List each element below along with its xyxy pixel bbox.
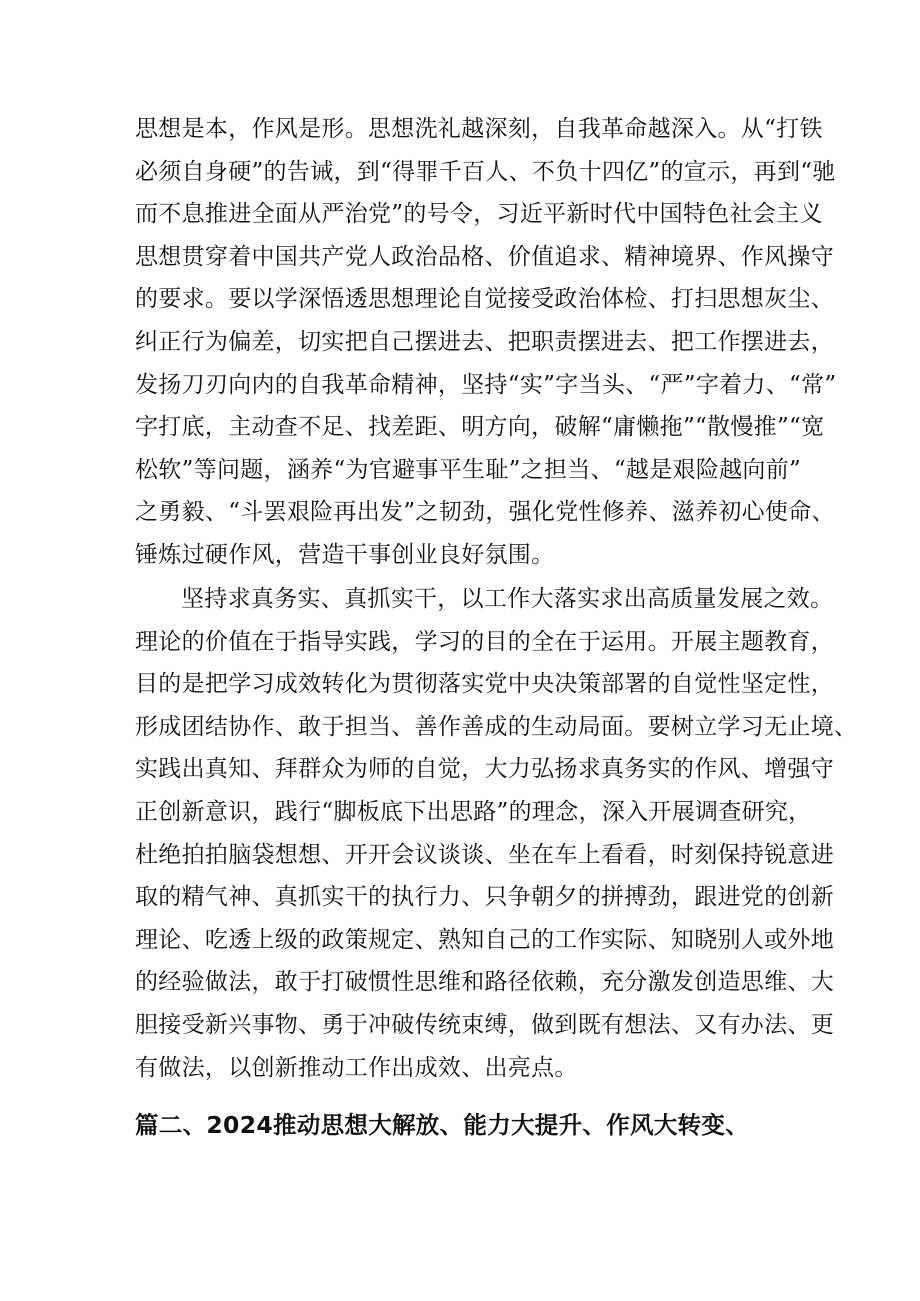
text-line: 锤炼过硬作风，营造干事创业良好氛围。 [135, 541, 555, 568]
text-line: 理论的价值在于指导实践，学习的目的全在于运用。开展主题教育， [135, 628, 834, 655]
text-line-first: 坚持求真务实、真抓实干，以工作大落实求出高质量发展之效。 [181, 586, 834, 612]
text-line: 有做法，以创新推动工作出成效、出亮点。 [135, 1054, 578, 1081]
text-line: 取的精气神、真抓实干的执行力、只争朝夕的拼搏劲，跟进党的创新 [135, 884, 834, 911]
text-line: 发扬刀刃向内的自我革命精神，坚持“实”字当头、“严”字着力、“常” [135, 371, 837, 398]
text-line: 杜绝拍拍脑袋想想、开开会议谈谈、坐在车上看看，时刻保持锐意进 [135, 841, 834, 868]
text-line: 思想贯穿着中国共产党人政治品格、价值追求、精神境界、作风操守 [135, 243, 834, 270]
section-heading: 篇二、2024推动思想大解放、能力大提升、作风大转变、 [135, 1111, 750, 1139]
text-line: 字打底，主动查不足、找差距、明方向，破解“庸懒拖”“散慢推”“宽 [135, 414, 825, 441]
text-line: 的经验做法，敢于打破惯性思维和路径依赖，充分激发创造思维、大 [135, 969, 834, 996]
text-line: 思想是本，作风是形。思想洗礼越深刻，自我革命越深入。从“打铁 [135, 116, 823, 142]
text-line: 理论、吃透上级的政策规定、熟知自己的工作实际、知晓别人或外地 [135, 926, 834, 953]
text-line: 正创新意识，践行“脚板底下出思路”的理念，深入开展调查研究， [135, 798, 812, 825]
text-line: 纠正行为偏差，切实把自己摆进去、把职责摆进去、把工作摆进去， [135, 328, 834, 355]
text-line: 必须自身硬”的告诫，到“得罪千百人、不负十四亿”的宣示，再到“驰 [135, 158, 836, 185]
text-line: 实践出真知、拜群众为师的自觉，大力弘扬求真务实的作风、增强守 [135, 756, 834, 783]
text-line: 而不息推进全面从严治党”的号令，习近平新时代中国特色社会主义 [135, 201, 823, 228]
paragraph-2 [135, 578, 858, 1089]
paragraph-1 [135, 108, 837, 577]
text-line: 目的是把学习成效转化为贯彻落实党中央决策部署的自觉性坚定性， [135, 671, 834, 698]
text-line: 的要求。要以学深悟透思想理论自觉接受政治体检、打扫思想灰尘、 [135, 286, 834, 313]
text-line: 形成团结协作、敢于担当、善作善成的生动局面。要树立学习无止境、 [135, 713, 858, 740]
text-line: 松软”等问题，涵养“为官避事平生耻”之担当、“越是艰险越向前” [135, 456, 802, 483]
text-line: 之勇毅、“斗罢艰险再出发”之韧劲，强化党性修养、滋养初心使命、 [135, 499, 835, 526]
text-line: 胆接受新兴事物、勇于冲破传统束缚，做到既有想法、又有办法、更 [135, 1011, 834, 1038]
